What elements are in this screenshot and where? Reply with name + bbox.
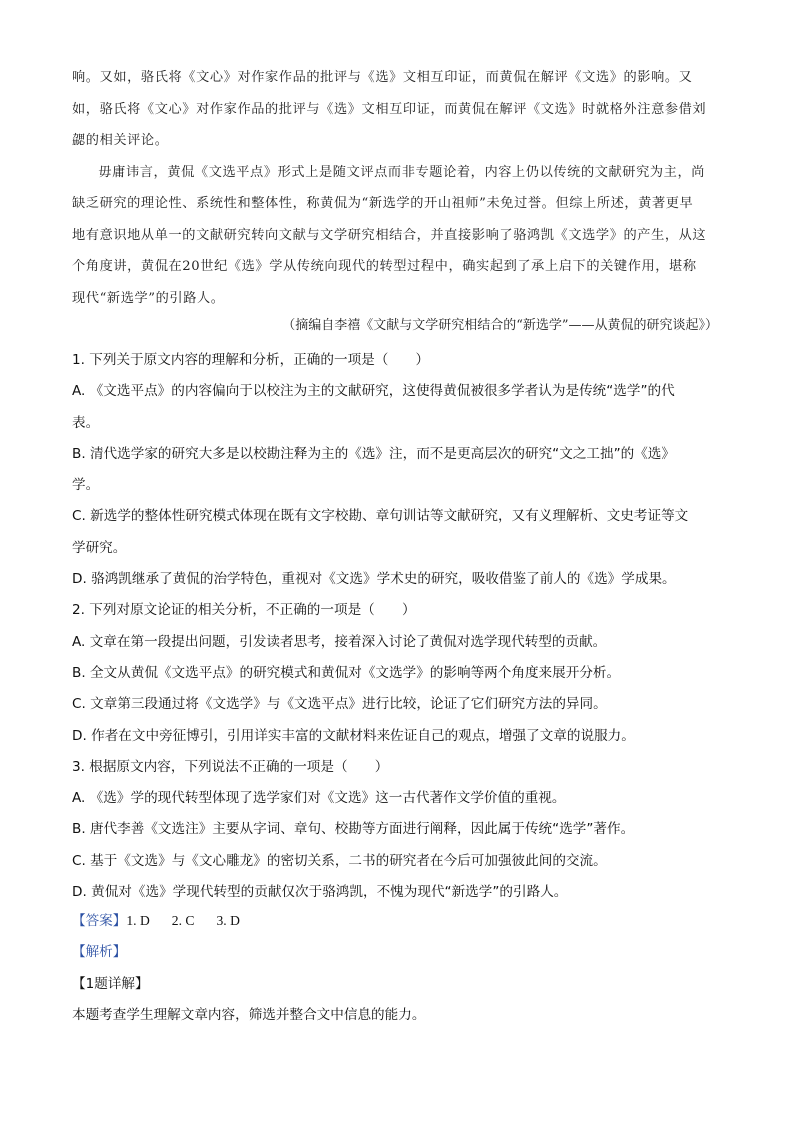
passage-line: 地有意识地从单一的文献研究转向文献与文学研究相结合，并直接影响了骆鸿凯《文选学》的产生，从这	[72, 227, 707, 243]
passage-line: 现代“新选学”的引路人。	[72, 290, 225, 306]
answer-section	[72, 905, 722, 1031]
reading-passage	[72, 62, 718, 314]
option-a: A. 《选》学的现代转型体现了选学家们对《文选》这一古代著作文学价值的重视。	[72, 790, 566, 807]
option-a: A. 《文选平点》的内容偏向于以校注为主的文献研究，这使得黄侃被很多学者认为是传统“选学”的代	[72, 383, 675, 400]
option-b: B. 全文从黄侃《文选平点》的研究模式和黄侃对《文选学》的影响等两个角度来展开分析。	[72, 664, 621, 681]
option-a-continued: 表。	[72, 414, 100, 431]
option-c: C. 新选学的整体性研究模式体现在既有文字校勘、章句训诂等文献研究，又有义理解析、文史考证等文	[72, 508, 689, 525]
question-stem: 1. 下列关于原文内容的理解和分析，正确的一项是（ ）	[72, 352, 430, 368]
option-c: C. 文章第三段通过将《文选学》与《文选平点》进行比较，论证了它们研究方法的异同。	[72, 696, 607, 713]
passage-paragraph-1	[72, 62, 718, 157]
analysis-label: 【解析】	[72, 944, 127, 961]
passage-line: 响。又如，骆氏将《文心》对作家作品的批评与《选》文相互印证，而黄侃在解评《文选》的影响。又	[72, 70, 693, 85]
option-b: B. 清代选学家的研究大多是以校勘注释为主的《选》注，而不是更高层次的研究“文之工拙”的《选》	[72, 445, 675, 462]
option-a: A. 文章在第一段提出问题，引发读者思考，接着深入讨论了黄侃对选学现代转型的贡献。	[72, 633, 607, 650]
passage-line: 如，骆氏将《文心》对作家作品的批评与《选》文相互印证，而黄侃在解评《文选》时就格外注意参借刘	[72, 101, 707, 117]
answer-label: 【答案】	[72, 913, 127, 929]
passage-line: 毋庸讳言，黄侃《文选平点》形式上是随文评点而非专题论着，内容上仍以传统的文献研究为主，尚	[98, 164, 706, 180]
option-b: B. 唐代李善《文选注》主要从字词、章句、校勘等方面进行阐释，因此属于传统“选学”著作。	[72, 821, 635, 838]
passage-source: （摘编自李禧《文献与文学研究相结合的“新选学”——从黄侃的研究谈起》）	[282, 318, 718, 333]
option-d: D. 作者在文中旁征博引，引用详实丰富的文献材料来佐证自己的观点，增强了文章的说服力。	[72, 727, 635, 744]
passage-line: 个角度讲，黄侃在20世纪《选》学从传统向现代的转型过程中，确实起到了承上启下的关键作用，堪称	[72, 259, 697, 274]
analysis-text: 本题考查学生理解文章内容，筛选并整合文中信息的能力。	[72, 1006, 426, 1023]
option-c: C. 基于《文选》与《文心雕龙》的密切关系，二书的研究者在今后可加强彼此间的交流。	[72, 852, 607, 869]
analysis-sub-heading: 【1题详解】	[72, 975, 149, 992]
answer-values	[126, 913, 240, 928]
option-d: D. 骆鸿凯继承了黄侃的治学特色，重视对《文选》学术史的研究，吸收借鉴了前人的《选》学成果。	[72, 571, 676, 588]
analysis-line	[72, 937, 722, 968]
passage-line: 勰的相关评论。	[72, 133, 169, 148]
option-c-continued: 学研究。	[72, 539, 127, 556]
question-stem: 3. 根据原文内容，下列说法不正确的一项是（ ）	[72, 758, 389, 775]
answer-item: 1. D	[126, 913, 150, 928]
question-list	[72, 345, 722, 908]
answer-item: 2. C	[171, 913, 195, 928]
answer-line	[72, 905, 722, 937]
passage-paragraph-2	[72, 157, 718, 315]
passage-line: 缺乏研究的理论性、系统性和整体性，称黄侃为“新选学的开山祖师”未免过誉。但综上所述，黄著更早	[72, 196, 694, 211]
option-d: D. 黄侃对《选》学现代转型的贡献仅次于骆鸿凯，不愧为现代“新选学”的引路人。	[72, 884, 568, 901]
answer-item: 3. D	[216, 913, 240, 928]
option-b-continued: 学。	[72, 477, 100, 494]
question-stem: 2. 下列对原文论证的相关分析，不正确的一项是（ ）	[72, 602, 416, 619]
